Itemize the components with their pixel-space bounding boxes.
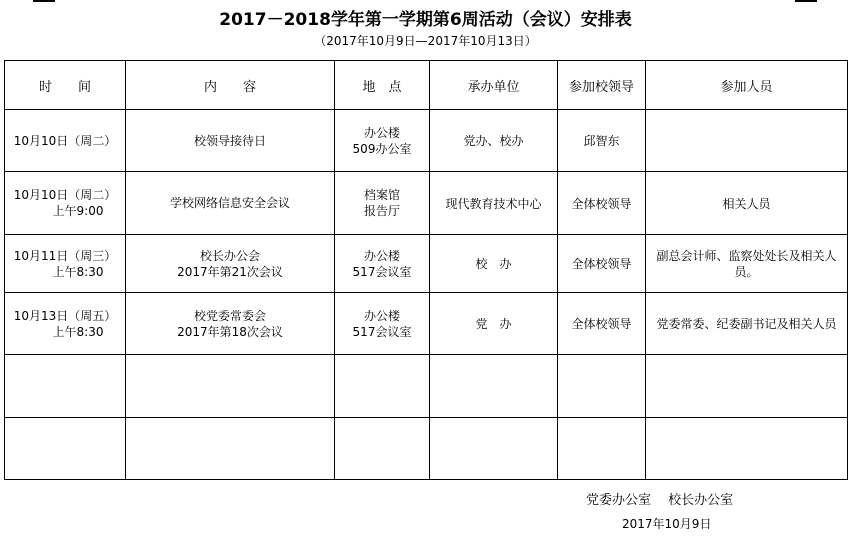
empty-table-row xyxy=(5,355,848,418)
leaders-cell: 邱智东 xyxy=(558,110,646,172)
header-participants: 参加人员 xyxy=(646,61,848,110)
content-cell xyxy=(126,172,335,235)
content-line: 校长办公会 xyxy=(199,248,260,263)
content-line: 2017年第18次会议 xyxy=(177,324,283,339)
place-line: 报告厅 xyxy=(363,204,400,218)
content-line: 校党委常委会 xyxy=(193,308,266,323)
top-border-left xyxy=(33,0,55,2)
time-cell xyxy=(5,172,126,235)
header-time: 时 间 xyxy=(5,61,126,110)
participants-cell: 相关人员 xyxy=(646,172,848,235)
place-line: 办公楼 xyxy=(363,125,400,140)
place-line: 办公楼 xyxy=(363,308,400,323)
time-date: 10月11日（周三） xyxy=(13,248,117,263)
participants-cell: 党委常委、纪委副书记及相关人员 xyxy=(646,293,848,355)
content-line: 2017年第21次会议 xyxy=(177,264,283,279)
time-cell xyxy=(5,235,126,293)
place-line: 509办公室 xyxy=(352,141,412,156)
empty-cell xyxy=(646,355,848,418)
participants-text: 副总会计师、监察处处长及相关人员。 xyxy=(656,248,837,279)
participants-cell xyxy=(646,235,848,293)
participants-cell xyxy=(646,110,848,172)
header-place: 地 点 xyxy=(335,61,430,110)
table-row xyxy=(5,293,848,355)
empty-cell xyxy=(126,355,335,418)
content-line: 学校网络信息安全会议 xyxy=(169,196,290,210)
content-cell xyxy=(126,110,335,172)
empty-cell xyxy=(335,418,430,480)
empty-cell xyxy=(430,355,558,418)
leaders-cell: 全体校领导 xyxy=(558,172,646,235)
header-row xyxy=(5,61,848,110)
leaders-cell: 全体校领导 xyxy=(558,293,646,355)
empty-cell xyxy=(5,418,126,480)
table-row xyxy=(5,110,848,172)
table-row xyxy=(5,172,848,235)
host-cell: 党 办 xyxy=(430,293,558,355)
time-date: 10月10日（周二） xyxy=(13,188,117,202)
document-title: 2017－2018学年第一学期第6周活动（会议）安排表 xyxy=(219,10,632,30)
place-cell xyxy=(335,172,430,235)
time-hour: 上午8:30 xyxy=(52,324,104,339)
empty-cell xyxy=(558,418,646,480)
empty-cell xyxy=(646,418,848,480)
empty-cell xyxy=(335,355,430,418)
header-leaders: 参加校领导 xyxy=(558,61,646,110)
place-cell xyxy=(335,293,430,355)
time-hour: 上午8:30 xyxy=(52,264,104,279)
host-cell: 校 办 xyxy=(430,235,558,293)
time-date: 10月10日（周二） xyxy=(13,133,117,148)
schedule-table xyxy=(4,60,848,480)
time-cell xyxy=(5,110,126,172)
empty-cell xyxy=(5,355,126,418)
place-line: 档案馆 xyxy=(363,188,400,202)
time-hour: 上午9:00 xyxy=(52,204,104,218)
date-range-subtitle: （2017年10月9日—2017年10月13日） xyxy=(314,34,537,48)
time-cell xyxy=(5,293,126,355)
issue-date: 2017年10月9日 xyxy=(622,517,712,531)
header-content: 内 容 xyxy=(126,61,335,110)
content-cell xyxy=(126,235,335,293)
host-cell: 党办、校办 xyxy=(430,110,558,172)
empty-cell xyxy=(558,355,646,418)
content-cell xyxy=(126,293,335,355)
issuing-offices: 党委办公室 校长办公室 xyxy=(586,493,734,508)
content-line: 校领导接待日 xyxy=(193,133,266,148)
header-host: 承办单位 xyxy=(430,61,558,110)
table-row xyxy=(5,235,848,293)
host-cell: 现代教育技术中心 xyxy=(430,172,558,235)
place-line: 517会议室 xyxy=(352,264,412,279)
empty-cell xyxy=(126,418,335,480)
place-line: 办公楼 xyxy=(363,248,400,263)
empty-table-row xyxy=(5,418,848,480)
place-line: 517会议室 xyxy=(352,324,412,339)
place-cell xyxy=(335,235,430,293)
time-date: 10月13日（周五） xyxy=(13,308,117,323)
leaders-cell: 全体校领导 xyxy=(558,235,646,293)
empty-cell xyxy=(430,418,558,480)
place-cell xyxy=(335,110,430,172)
top-border-right xyxy=(795,0,817,2)
